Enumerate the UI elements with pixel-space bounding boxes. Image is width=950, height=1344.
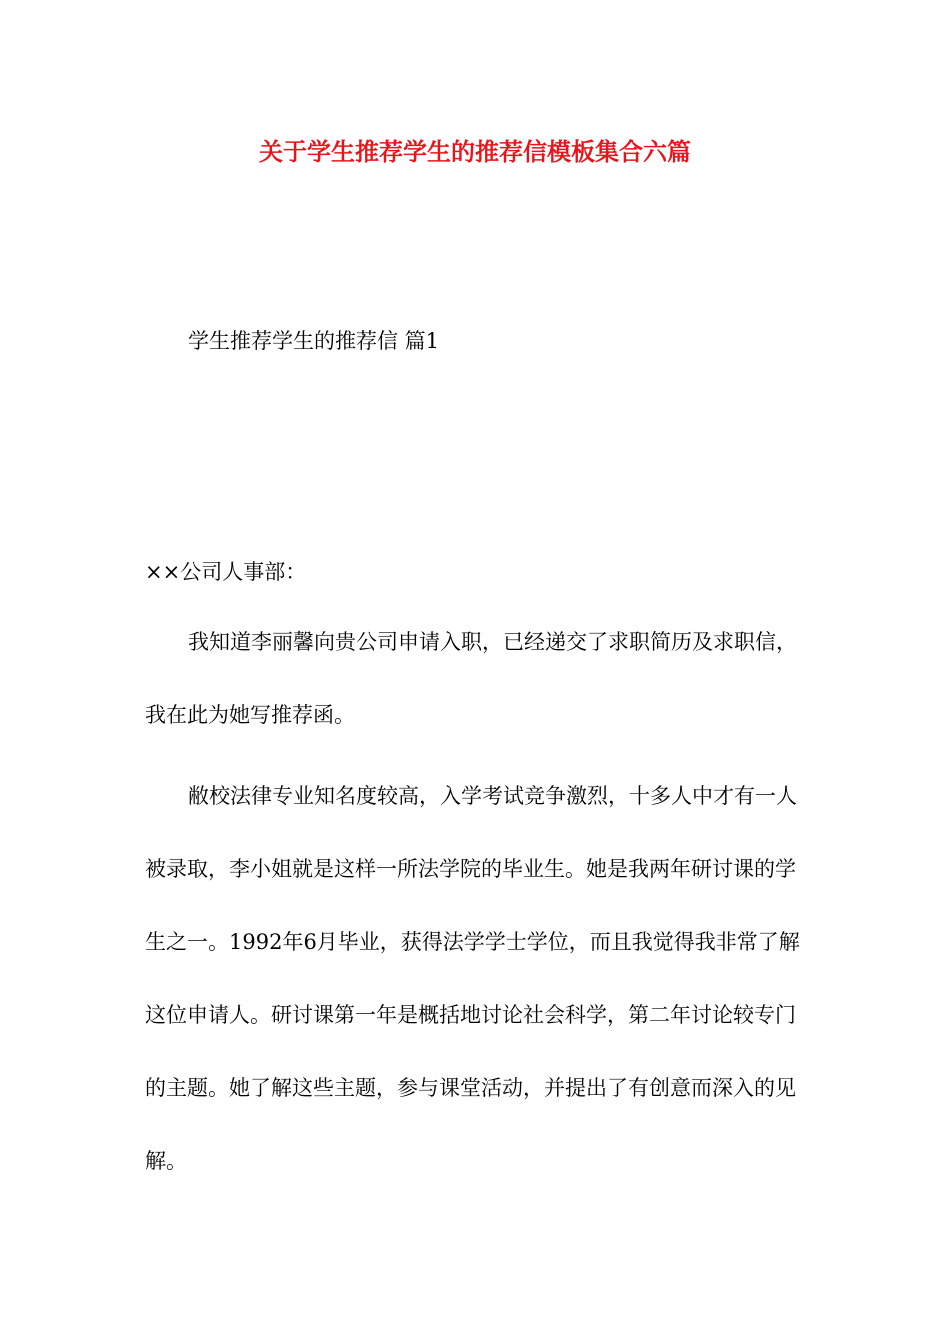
paragraph-text: 我知道李丽馨向贵公司申请入职，已经递交了求职简历及求职信，我在此为她写推荐函。 bbox=[145, 630, 797, 727]
paragraph-1 bbox=[145, 606, 807, 752]
salutation: ××公司人事部： bbox=[145, 560, 307, 584]
section-heading: 学生推荐学生的推荐信 篇1 bbox=[188, 329, 440, 353]
paragraph-2 bbox=[145, 760, 807, 1198]
paragraph-text: 敝校法律专业知名度较高，入学考试竞争激烈，十多人中才有一人被录取，李小姐就是这样一所法学院的毕业生。她是我两年研讨课的学生之一。1992年6月毕业，获得法学学士学位，而且我觉得我非常了解这位申请人。研讨课第一年是概括地讨论社会科学，第二年讨论较专门的主题。她了解这些主题，参与课堂活动，并提出了有创意而深入的见解。 bbox=[145, 784, 800, 1173]
document-title: 关于学生推荐学生的推荐信模板集合六篇 bbox=[259, 137, 691, 166]
